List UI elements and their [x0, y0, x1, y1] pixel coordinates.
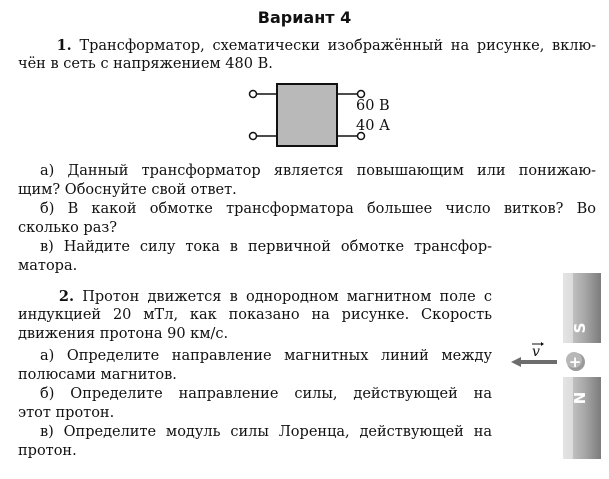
task1-question-c-line1: в) Найдите силу тока в первичной обмотке трансфор- [40, 239, 492, 255]
page-title: Вариант 4 [257, 8, 352, 27]
task2-text-line3: движения протона 90 км/с. [18, 326, 229, 342]
task1-number: 1. [56, 37, 72, 54]
velocity-label: v [532, 344, 540, 360]
task1-question-b-line2: сколько раз? [18, 220, 118, 236]
task2-text-line2: индукцией 20 мТл, как показано на рисунке. Скорость [18, 307, 492, 323]
transformer-current-label: 40 А [356, 118, 391, 134]
task2-question-c-line1: в) Определите модуль силы Лоренца, действующей на [40, 424, 492, 440]
transformer-diagram [245, 82, 365, 148]
task1-question-a-line2: щим? Обоснуйте свой ответ. [18, 182, 237, 198]
task1-question-c-line2: матора. [18, 258, 78, 274]
magnet-north-pole [563, 377, 601, 459]
task2-question-b-line2: этот протон. [18, 405, 115, 421]
task2-question-a-line1: а) Определите направление магнитных линий между [40, 348, 492, 364]
magnetic-field-diagram [505, 265, 605, 465]
task1-question-a-line1: а) Данный трансформатор является повышающим или понижаю- [40, 163, 596, 179]
task2-question-c-line2: протон. [18, 443, 77, 459]
pole-label-s: S [571, 322, 589, 334]
task2-number: 2. [58, 288, 75, 305]
task2-text-line1: 2. Протон движется в однородном магнитном поле с [58, 288, 493, 305]
task1-question-b-line1: б) В какой обмотке трансформатора большее число витков? Во [40, 201, 596, 217]
task1-text-line2: чён в сеть с напряжением 480 В. [18, 56, 273, 72]
task2-question-a-line2: полюсами магнитов. [18, 367, 177, 383]
transformer-voltage-label: 60 В [356, 98, 390, 114]
proton-charge-sign: + [568, 353, 582, 371]
task1-text-line1: 1. Трансформатор, схематически изображённый на рисунке, вклю- [56, 37, 597, 54]
pole-label-n: N [571, 391, 589, 405]
task2-question-b-line1: б) Определите направление силы, действующей на [40, 386, 492, 402]
